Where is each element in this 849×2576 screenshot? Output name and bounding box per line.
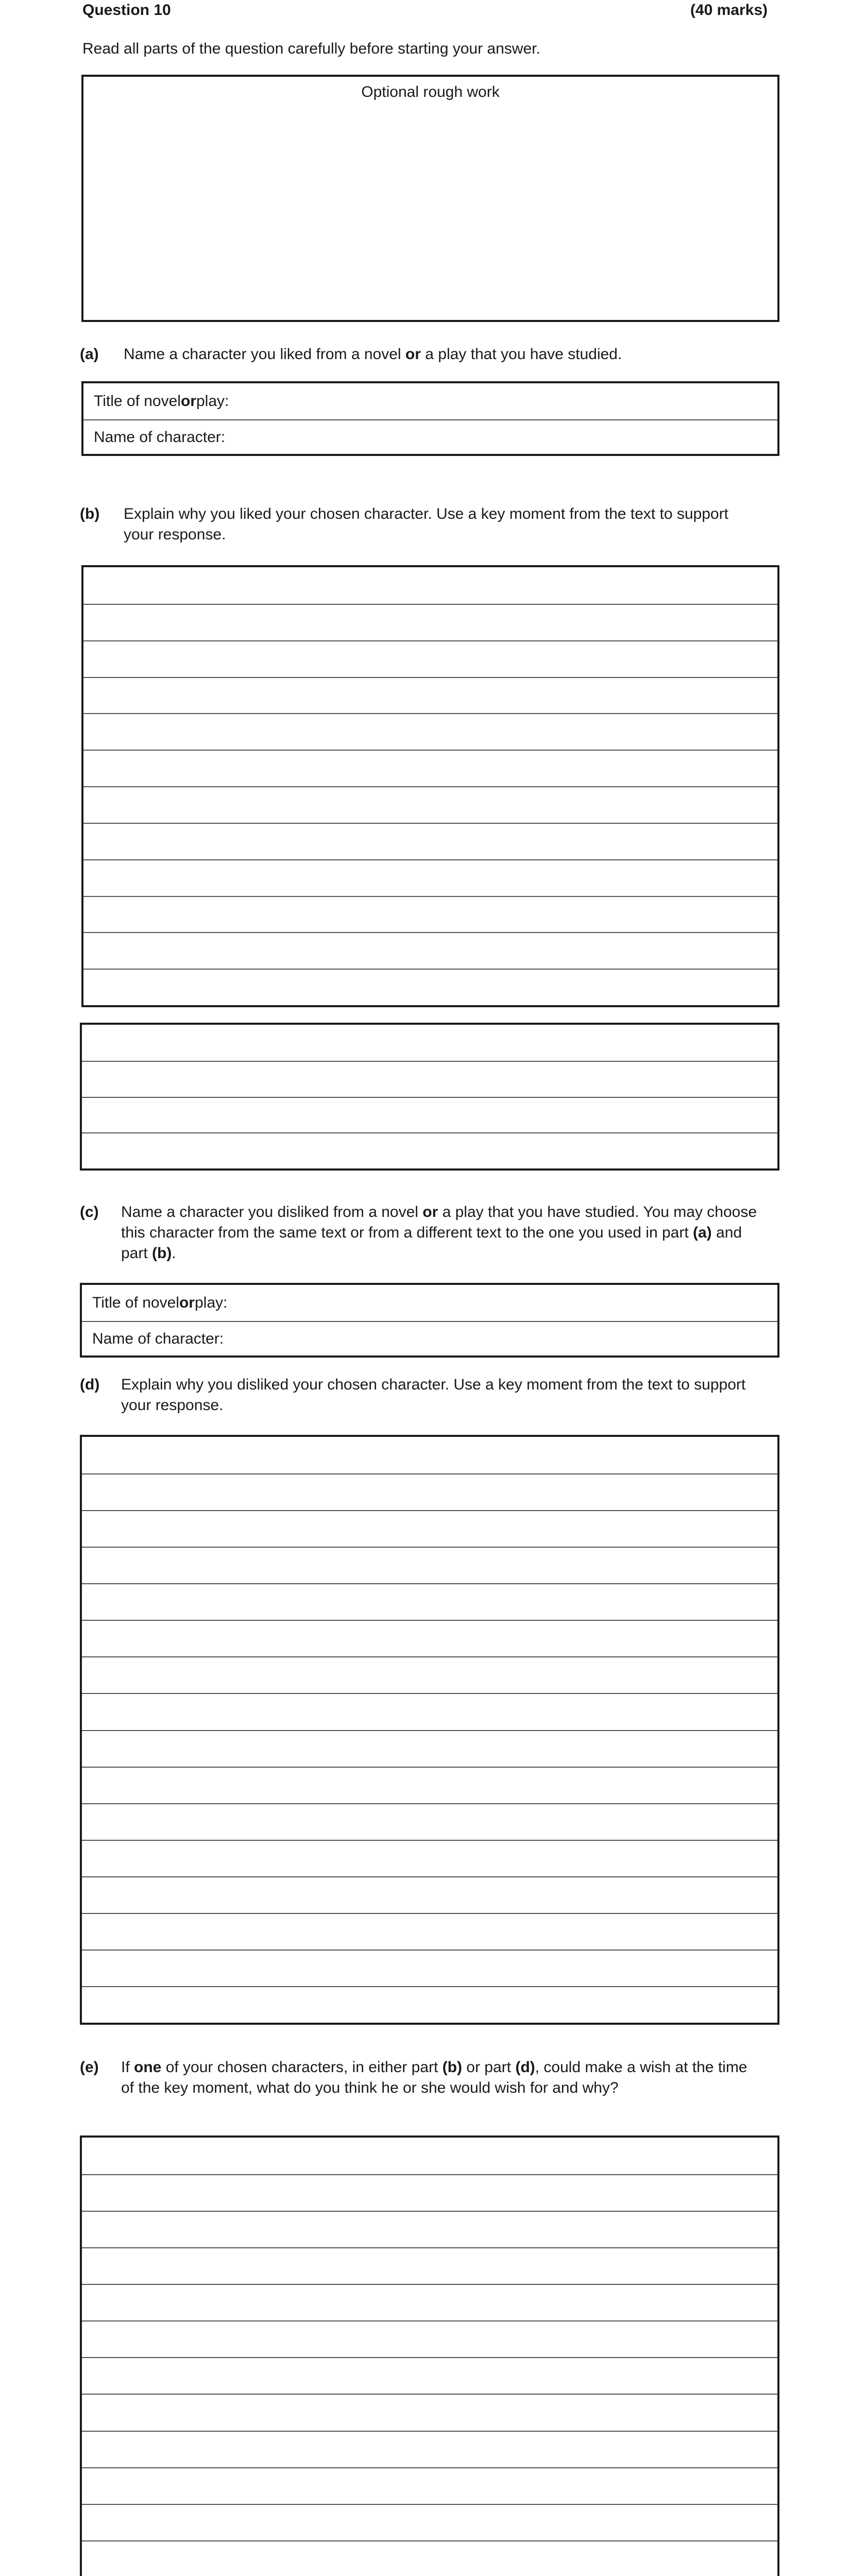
answer-rule-line [82, 2394, 777, 2395]
answer-rule-line [82, 1132, 777, 1133]
part-a-name-field[interactable]: Name of character: [83, 419, 777, 454]
answer-rule-line [83, 713, 777, 714]
answer-rule-line [82, 1656, 777, 1657]
answer-rule-line [83, 786, 777, 787]
part-e-question-line2: of the key moment, what do you think he or she would wish for and why? [121, 2079, 619, 2096]
part-e-answer-box[interactable] [80, 2136, 779, 2576]
part-c-question-line3: part (b). [121, 1245, 176, 1262]
answer-rule-line [82, 2504, 777, 2505]
answer-rule-line [82, 2284, 777, 2285]
answer-rule-line [82, 1547, 777, 1548]
answer-rule-line [82, 2320, 777, 2321]
part-c-label: (c) [80, 1204, 99, 1221]
answer-rule-line [82, 1876, 777, 1877]
answer-rule-line [82, 1986, 777, 1987]
answer-rule-line [83, 859, 777, 860]
answer-rule-line [82, 1803, 777, 1804]
answer-rule-line [82, 1767, 777, 1768]
part-a-question: Name a character you liked from a novel or a play that you have studied. [124, 346, 622, 363]
answer-rule-line [82, 1620, 777, 1621]
answer-rule-line [82, 1950, 777, 1951]
rough-work-box[interactable] [81, 75, 779, 322]
answer-rule-line [83, 896, 777, 897]
answer-rule-line [83, 823, 777, 824]
answer-rule-line [82, 1583, 777, 1584]
part-b-answer-box-continued[interactable] [80, 1023, 779, 1171]
part-d-question-line1: Explain why you disliked your chosen character. Use a key moment from the text to support [121, 1376, 746, 1393]
part-c-question-line2: this character from the same text or from a different text to the one you used in part (a) and [121, 1224, 742, 1241]
instruction-text: Read all parts of the question carefully before starting your answer. [82, 40, 540, 57]
answer-rule-line [83, 677, 777, 678]
part-a-label: (a) [80, 346, 99, 363]
part-c-name-field[interactable]: Name of character: [82, 1321, 777, 1356]
answer-rule-line [82, 1913, 777, 1914]
answer-rule-line [82, 1473, 777, 1475]
part-b-answer-box[interactable] [81, 565, 779, 1007]
answer-rule-line [82, 1061, 777, 1062]
answer-rule-line [82, 2247, 777, 2248]
part-e-label: (e) [80, 2059, 99, 2076]
rough-work-label: Optional rough work [361, 83, 500, 100]
answer-rule-line [82, 2431, 777, 2432]
answer-rule-line [83, 604, 777, 605]
part-a-fields-box [81, 381, 779, 456]
answer-rule-line [83, 640, 777, 641]
answer-rule-line [82, 1097, 777, 1098]
question-title: Question 10 [82, 2, 171, 19]
part-d-answer-box[interactable] [80, 1435, 779, 2025]
part-a-title-field[interactable]: Title of novel or play: [94, 393, 229, 410]
part-b-label: (b) [80, 505, 100, 522]
part-c-question-line1: Name a character you disliked from a novel or a play that you have studied. You may choose [121, 1204, 757, 1221]
part-d-question-line2: your response. [121, 1397, 224, 1414]
answer-rule-line [82, 1510, 777, 1511]
answer-rule-line [83, 969, 777, 970]
marks-label: (40 marks) [690, 2, 768, 19]
answer-rule-line [82, 2467, 777, 2468]
part-b-question-line2: your response. [124, 526, 226, 543]
answer-rule-line [82, 2174, 777, 2175]
part-c-title-field[interactable]: Title of novel or play: [92, 1294, 228, 1311]
answer-rule-line [83, 750, 777, 751]
answer-rule-line [82, 1840, 777, 1841]
answer-rule-line [82, 2357, 777, 2358]
part-b-question-line1: Explain why you liked your chosen character. Use a key moment from the text to support [124, 505, 728, 522]
answer-rule-line [83, 932, 777, 933]
part-e-question-line1: If one of your chosen characters, in either part (b) or part (d), could make a wish at the time [121, 2059, 748, 2076]
answer-rule-line [82, 1730, 777, 1731]
part-d-label: (d) [80, 1376, 100, 1393]
answer-rule-line [82, 1693, 777, 1694]
answer-rule-line [82, 2540, 777, 2541]
part-c-fields-box [80, 1283, 779, 1358]
answer-rule-line [82, 2211, 777, 2212]
